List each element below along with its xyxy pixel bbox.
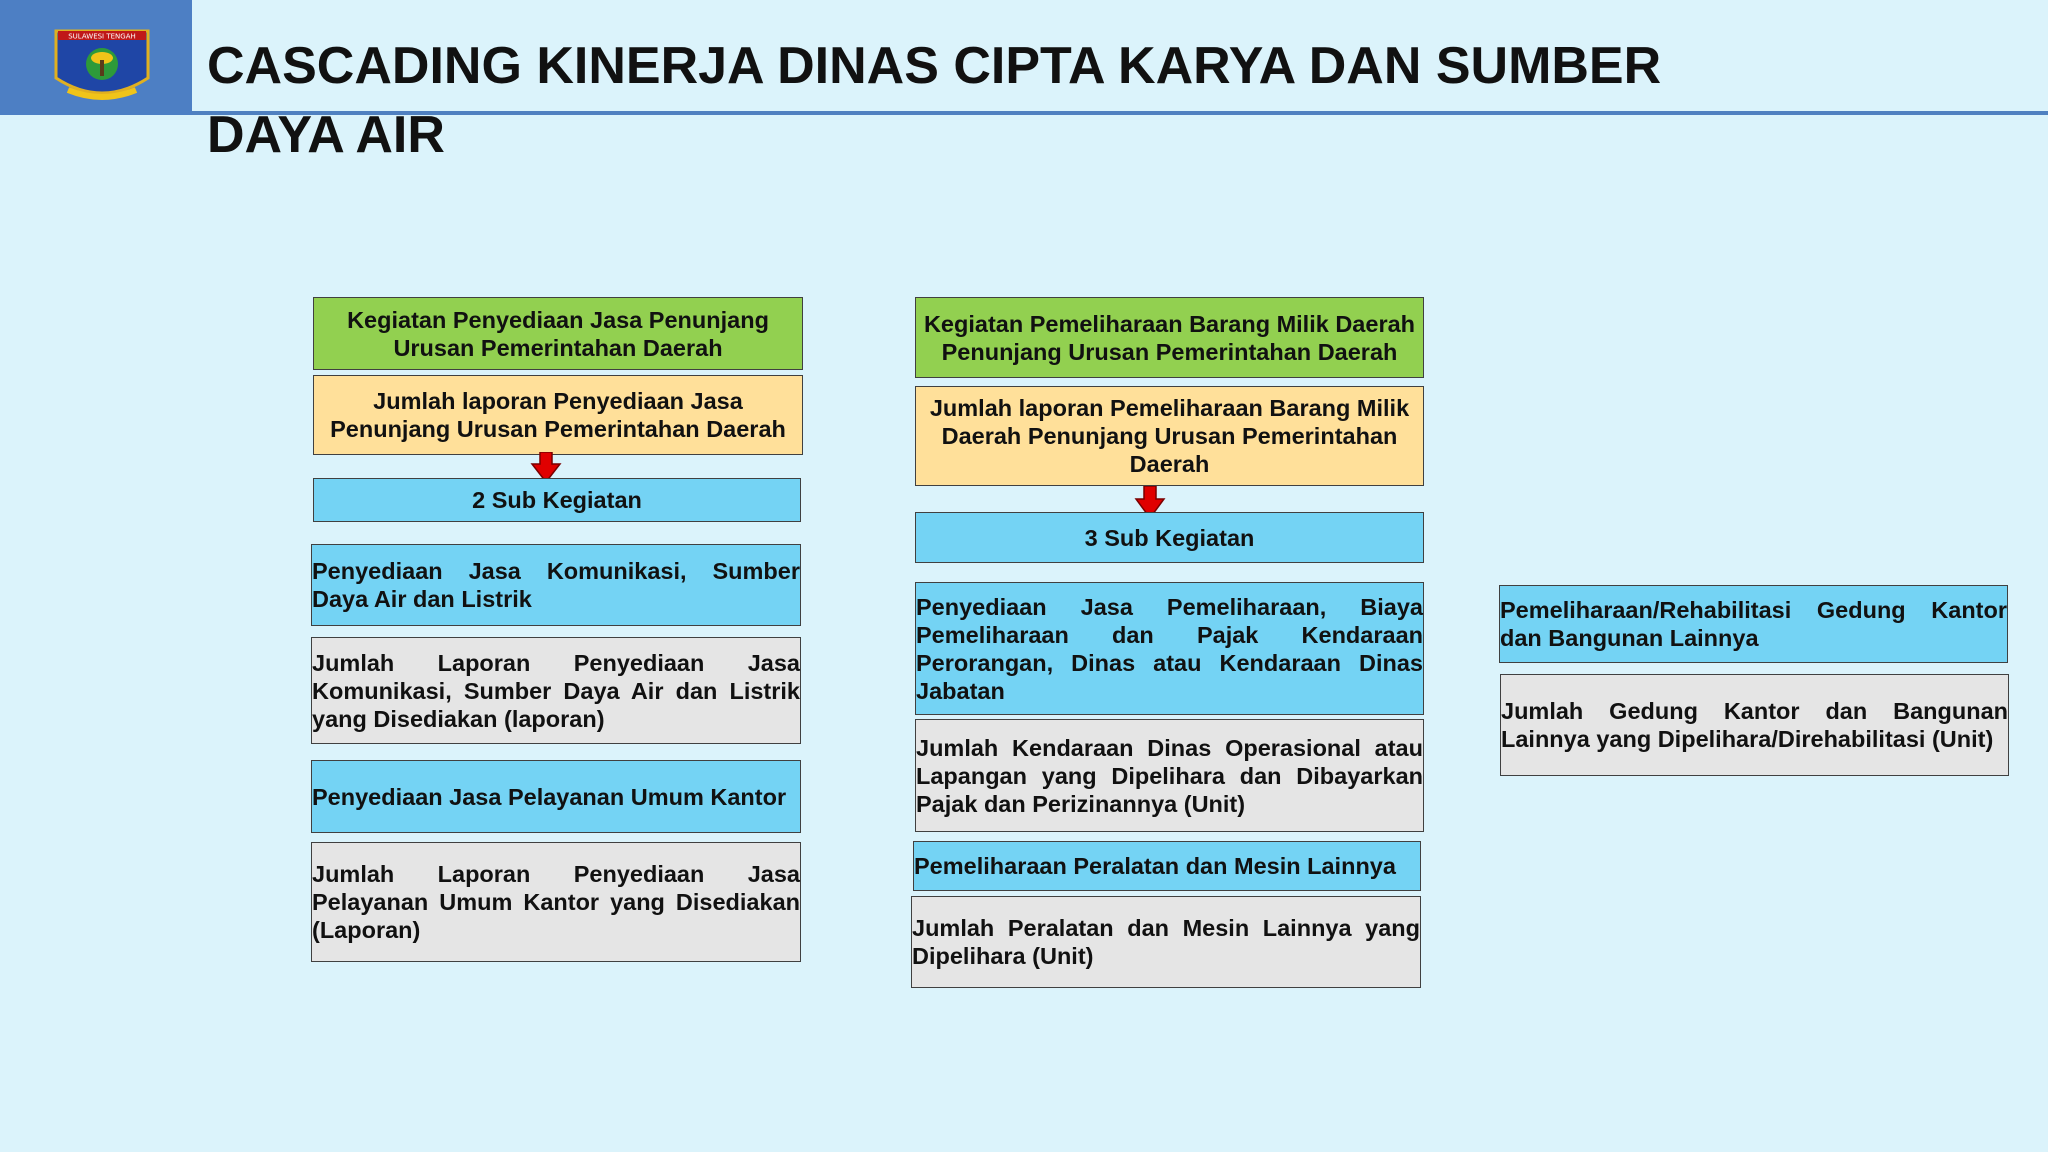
col1-indikator-1-box	[311, 637, 801, 744]
col2-indikator-box	[915, 386, 1424, 486]
col1-kegiatan-box	[313, 297, 803, 370]
col2-indikator-2-text: Jumlah Peralatan dan Mesin Lainnya yang Dipelihara (Unit)	[912, 915, 1420, 969]
col2-sub-count-box	[915, 512, 1424, 563]
col2-sub-2-text: Pemeliharaan Peralatan dan Mesin Lainnya	[914, 853, 1396, 879]
col1-indikator-1-text: Jumlah Laporan Penyediaan Jasa Komunikasi, Sumber Daya Air dan Listrik yang Disediakan (laporan)	[312, 649, 800, 732]
col3-sub-1-text: Pemeliharaan/Rehabilitasi Gedung Kantor dan Bangunan Lainnya	[1500, 597, 2007, 651]
col1-sub-1-text: Penyediaan Jasa Komunikasi, Sumber Daya Air dan Listrik	[312, 558, 800, 612]
emblem-text: SULAWESI TENGAH	[68, 32, 136, 41]
col2-sub-1-box	[915, 582, 1424, 715]
logo-panel	[0, 0, 192, 115]
province-emblem-icon	[0, 0, 192, 115]
col2-indikator-1-text: Jumlah Kendaraan Dinas Operasional atau Lapangan yang Dipelihara dan Dibayarkan Pajak dan Perizinannya (Unit)	[916, 734, 1423, 817]
col1-sub-count-box	[313, 478, 801, 522]
col2-sub-1-text: Penyediaan Jasa Pemeliharaan, Biaya Pemeliharaan dan Pajak Kendaraan Perorangan, Dinas atau Kendaraan Dinas Jabatan	[916, 593, 1423, 704]
col3-indikator-1-text: Jumlah Gedung Kantor dan Bangunan Lainnya yang Dipelihara/Direhabilitasi (Unit)	[1501, 698, 2008, 752]
col1-kegiatan-text: Kegiatan Penyediaan Jasa Penunjang Urusan Pemerintahan Daerah	[347, 306, 769, 361]
col2-kegiatan-text: Kegiatan Pemeliharaan Barang Milik Daerah Penunjang Urusan Pemerintahan Daerah	[923, 310, 1416, 365]
col1-sub-count-text: 2 Sub Kegiatan	[472, 487, 642, 513]
col1-sub-2-text: Penyediaan Jasa Pelayanan Umum Kantor	[312, 783, 787, 810]
col1-sub-2-box	[311, 760, 801, 833]
col2-indikator-text: Jumlah laporan Pemeliharaan Barang Milik Daerah Penunjang Urusan Pemerintahan Daerah	[929, 395, 1410, 477]
col2-kegiatan-box	[915, 297, 1424, 378]
col3-sub-1-box	[1499, 585, 2008, 663]
col3-indikator-1-box	[1500, 674, 2009, 776]
col1-sub-1-box	[311, 544, 801, 626]
col2-indikator-1-box	[915, 719, 1424, 832]
col2-sub-count-text: 3 Sub Kegiatan	[1084, 524, 1255, 551]
page-title: CASCADING KINERJA DINAS CIPTA KARYA DAN SUMBER DAYA AIR	[207, 37, 1662, 164]
col2-indikator-2-box	[911, 896, 1421, 988]
col1-indikator-2-box	[311, 842, 801, 962]
col2-sub-2-box	[913, 841, 1421, 891]
col1-indikator-text: Jumlah laporan Penyediaan Jasa Penunjang Urusan Pemerintahan Daerah	[330, 388, 786, 442]
col1-indikator-box	[313, 375, 803, 455]
col1-indikator-2-text: Jumlah Laporan Penyediaan Jasa Pelayanan Umum Kantor yang Disediakan (Laporan)	[312, 861, 800, 943]
